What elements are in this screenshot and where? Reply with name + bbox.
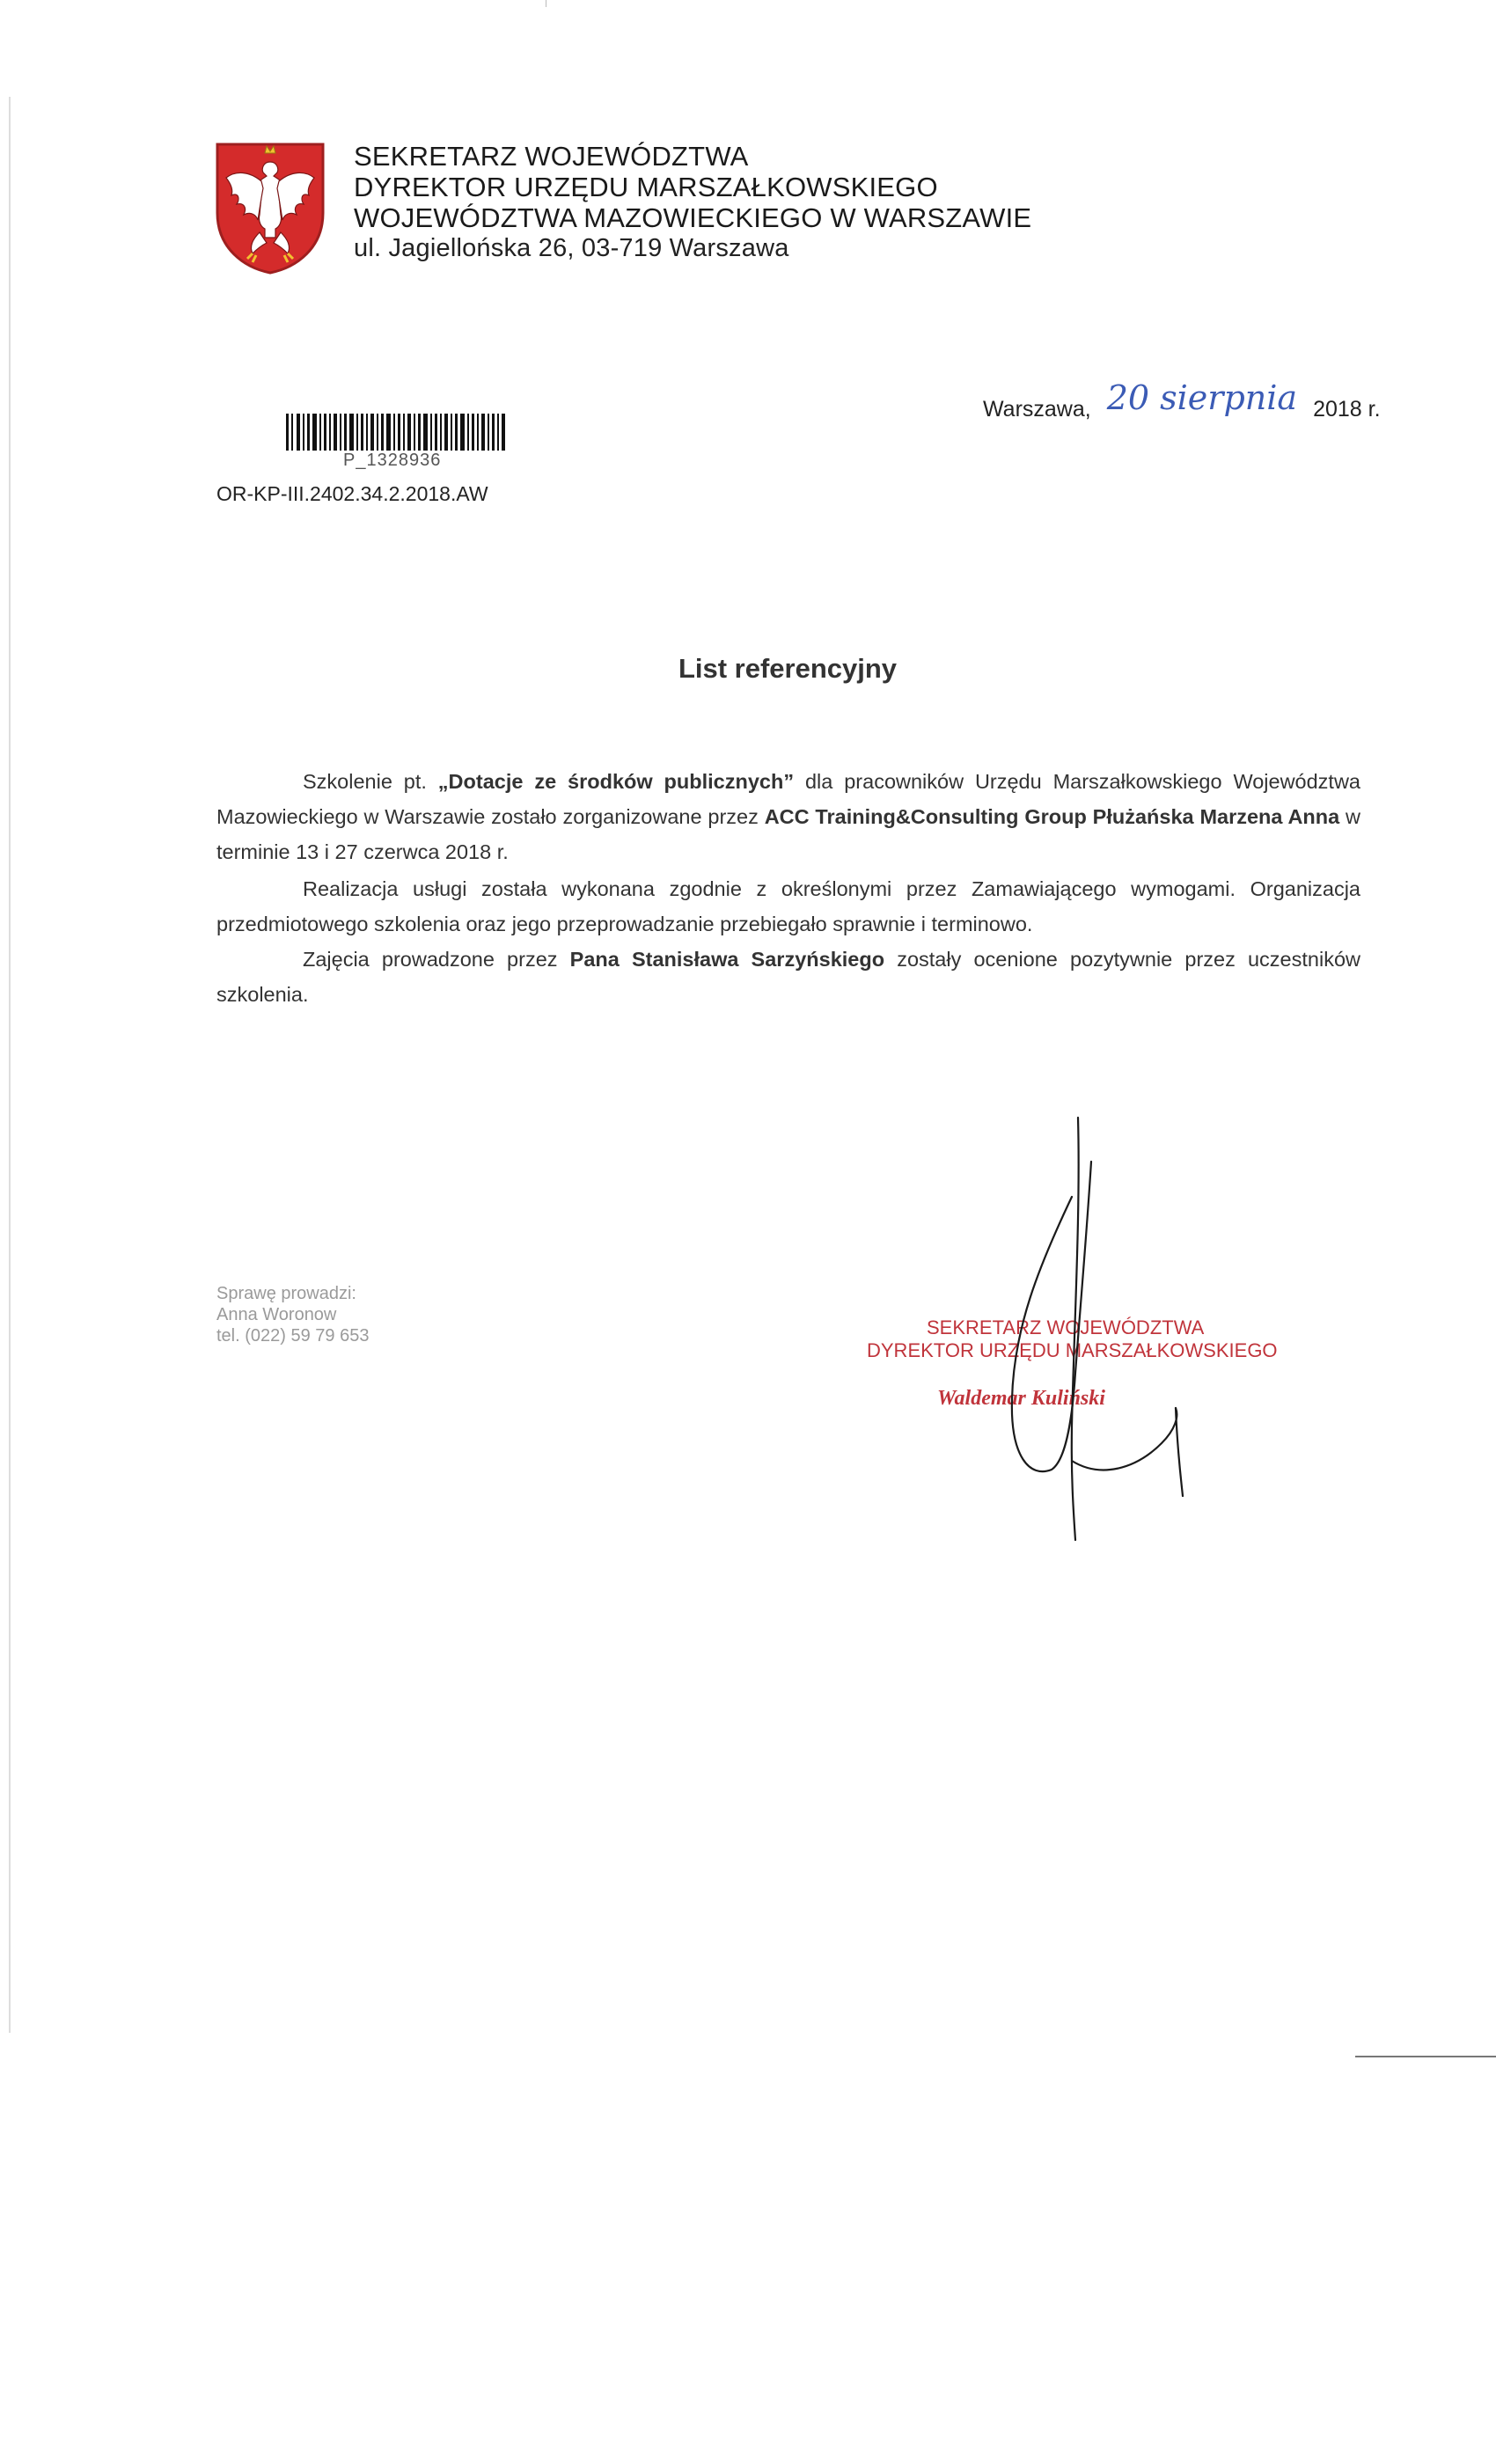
coat-of-arms-icon [214, 141, 326, 275]
trainer-name: Pana Stanisława Sarzyńskiego [569, 948, 885, 971]
p1-text-e: w terminie 13 i 27 czerwca 2018 r. [216, 805, 1361, 863]
paragraph-1 [216, 764, 1360, 869]
scan-edge-left [9, 97, 11, 2033]
letterhead-line-3: WOJEWÓDZTWA MAZOWIECKIEGO W WARSZAWIE [354, 202, 1032, 233]
letterhead-line-1: SEKRETARZ WOJEWÓDZTWA [354, 141, 749, 172]
p3-text-c: zostały ocenione pozytywnie przez uczestników szkolenia. [216, 948, 1360, 1006]
contact-label: Sprawę prowadzi: [216, 1284, 356, 1303]
p3-text-a: Zajęcia prowadzone przez [303, 948, 570, 971]
contact-name: Anna Woronow [216, 1305, 337, 1324]
stamp-line-2: DYREKTOR URZĘDU MARSZAŁKOWSKIEGO [867, 1339, 1278, 1361]
p1-text-a: Szkolenie pt. [303, 770, 438, 793]
document-title: List referencyjny [678, 653, 898, 684]
scan-edge-bottom [1355, 2056, 1496, 2057]
stamp-name: Waldemar Kuliński [937, 1387, 1105, 1410]
barcode-number: P_1328936 [343, 451, 442, 470]
date-year: 2018 r. [1313, 397, 1381, 422]
date-line [983, 378, 1381, 424]
case-contact [216, 1283, 369, 1346]
stamp-line-1: SEKRETARZ WOJEWÓDZTWA [927, 1316, 1205, 1338]
letterhead [354, 141, 1031, 264]
training-title: „Dotacje ze środków publicznych” [437, 770, 795, 793]
handwritten-signature [968, 1109, 1197, 1549]
paragraph-2: Realizacja usługi została wykonana zgodnie z określonymi przez Zamawiającego wymogami. Organizacja przedmiotowego szkolenia oraz jego przeprowadzanie przebiegało sprawnie i terminowo. [216, 877, 1360, 935]
case-number: OR-KP-III.2402.34.2.2018.AW [216, 482, 488, 505]
letterhead-line-2: DYREKTOR URZĘDU MARSZAŁKOWSKIEGO [354, 172, 938, 202]
date-city: Warszawa, [983, 397, 1091, 422]
company-name: ACC Training&Consulting Group Płużańska Marzena Anna [764, 805, 1340, 828]
paragraph-3 [216, 942, 1360, 1012]
handwritten-date: 20 sierpnia [1106, 378, 1298, 417]
barcode [286, 414, 506, 451]
p1-text-c: dla pracowników Urzędu Marszałkowskiego Województwa Mazowieckiego w Warszawie zostało zorganizowane przez [216, 770, 1360, 828]
letterhead-address: ul. Jagiellońska 26, 03-719 Warszawa [354, 234, 789, 262]
contact-phone: tel. (022) 59 79 653 [216, 1326, 370, 1346]
